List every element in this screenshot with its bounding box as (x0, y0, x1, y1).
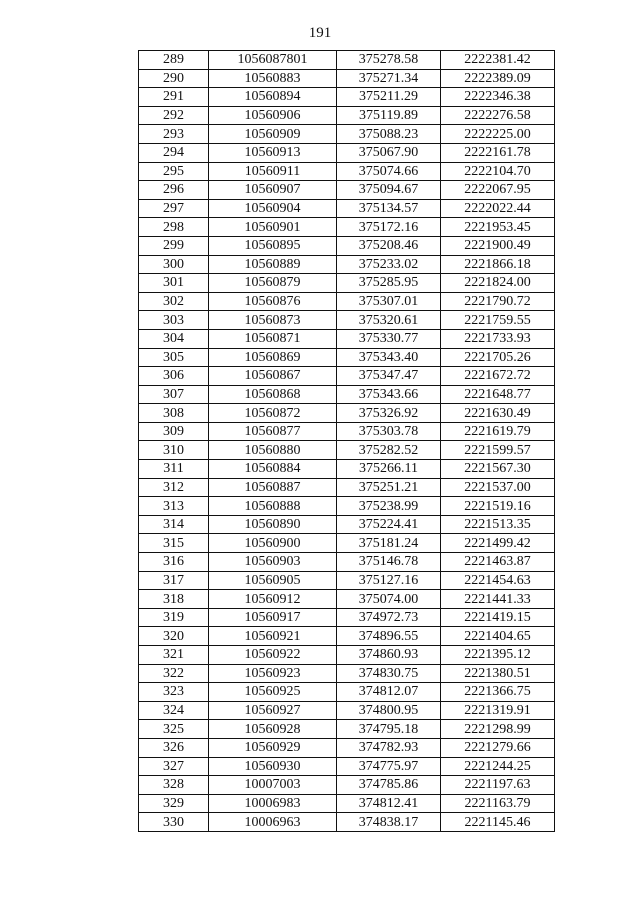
point-number-cell: 319 (139, 608, 209, 627)
point-id-cell: 10560921 (209, 627, 337, 646)
table-row (139, 162, 555, 181)
point-id-cell: 10560912 (209, 590, 337, 609)
point-number-cell: 307 (139, 385, 209, 404)
point-id-cell: 10560904 (209, 199, 337, 218)
x-coordinate-cell: 375211.29 (337, 88, 441, 107)
x-coordinate-cell: 374972.73 (337, 608, 441, 627)
point-number-cell: 304 (139, 329, 209, 348)
point-number-cell: 306 (139, 367, 209, 386)
table-row (139, 497, 555, 516)
point-number-cell: 291 (139, 88, 209, 107)
table-row (139, 794, 555, 813)
table-row (139, 776, 555, 795)
x-coordinate-cell: 375224.41 (337, 515, 441, 534)
table-row (139, 683, 555, 702)
point-id-cell: 10560876 (209, 292, 337, 311)
point-number-cell: 312 (139, 478, 209, 497)
y-coordinate-cell: 2221380.51 (441, 664, 555, 683)
y-coordinate-cell: 2221366.75 (441, 683, 555, 702)
point-number-cell: 303 (139, 311, 209, 330)
y-coordinate-cell: 2222381.42 (441, 51, 555, 70)
x-coordinate-cell: 375127.16 (337, 571, 441, 590)
point-number-cell: 295 (139, 162, 209, 181)
y-coordinate-cell: 2221463.87 (441, 553, 555, 572)
point-number-cell: 323 (139, 683, 209, 702)
y-coordinate-cell: 2221419.15 (441, 608, 555, 627)
table-row (139, 738, 555, 757)
point-number-cell: 292 (139, 106, 209, 125)
point-id-cell: 10560884 (209, 460, 337, 479)
x-coordinate-cell: 374896.55 (337, 627, 441, 646)
point-number-cell: 298 (139, 218, 209, 237)
point-id-cell: 10560913 (209, 143, 337, 162)
table-row (139, 367, 555, 386)
y-coordinate-cell: 2221790.72 (441, 292, 555, 311)
point-id-cell: 10560887 (209, 478, 337, 497)
x-coordinate-cell: 375074.66 (337, 162, 441, 181)
x-coordinate-cell: 375320.61 (337, 311, 441, 330)
x-coordinate-cell: 375278.58 (337, 51, 441, 70)
point-id-cell: 10560871 (209, 329, 337, 348)
point-number-cell: 310 (139, 441, 209, 460)
table-row (139, 274, 555, 293)
x-coordinate-cell: 374812.07 (337, 683, 441, 702)
y-coordinate-cell: 2221197.63 (441, 776, 555, 795)
point-id-cell: 10560906 (209, 106, 337, 125)
point-number-cell: 311 (139, 460, 209, 479)
x-coordinate-cell: 375067.90 (337, 143, 441, 162)
table-row (139, 608, 555, 627)
y-coordinate-cell: 2221441.33 (441, 590, 555, 609)
x-coordinate-cell: 375146.78 (337, 553, 441, 572)
table-row (139, 236, 555, 255)
table-row (139, 515, 555, 534)
point-id-cell: 10560930 (209, 757, 337, 776)
x-coordinate-cell: 375181.24 (337, 534, 441, 553)
x-coordinate-cell: 375271.34 (337, 69, 441, 88)
x-coordinate-cell: 375285.95 (337, 274, 441, 293)
point-number-cell: 302 (139, 292, 209, 311)
point-number-cell: 320 (139, 627, 209, 646)
y-coordinate-cell: 2222161.78 (441, 143, 555, 162)
y-coordinate-cell: 2221619.79 (441, 422, 555, 441)
point-number-cell: 294 (139, 143, 209, 162)
x-coordinate-cell: 375343.40 (337, 348, 441, 367)
y-coordinate-cell: 2221648.77 (441, 385, 555, 404)
table-row (139, 218, 555, 237)
x-coordinate-cell: 374782.93 (337, 738, 441, 757)
table-body (139, 51, 555, 832)
table-row (139, 627, 555, 646)
point-id-cell: 10560905 (209, 571, 337, 590)
point-number-cell: 326 (139, 738, 209, 757)
table-row (139, 385, 555, 404)
point-number-cell: 327 (139, 757, 209, 776)
point-number-cell: 313 (139, 497, 209, 516)
table-row (139, 813, 555, 832)
table-row (139, 143, 555, 162)
y-coordinate-cell: 2221513.35 (441, 515, 555, 534)
table-row (139, 329, 555, 348)
y-coordinate-cell: 2221279.66 (441, 738, 555, 757)
table-row (139, 404, 555, 423)
x-coordinate-cell: 375282.52 (337, 441, 441, 460)
table-row (139, 553, 555, 572)
table-row (139, 181, 555, 200)
x-coordinate-cell: 375347.47 (337, 367, 441, 386)
table-row (139, 88, 555, 107)
y-coordinate-cell: 2221395.12 (441, 646, 555, 665)
x-coordinate-cell: 375326.92 (337, 404, 441, 423)
point-id-cell: 10560907 (209, 181, 337, 200)
x-coordinate-cell: 374795.18 (337, 720, 441, 739)
x-coordinate-cell: 375094.67 (337, 181, 441, 200)
point-number-cell: 322 (139, 664, 209, 683)
x-coordinate-cell: 374860.93 (337, 646, 441, 665)
y-coordinate-cell: 2221705.26 (441, 348, 555, 367)
point-number-cell: 289 (139, 51, 209, 70)
point-id-cell: 10560867 (209, 367, 337, 386)
y-coordinate-cell: 2221824.00 (441, 274, 555, 293)
y-coordinate-cell: 2221630.49 (441, 404, 555, 423)
x-coordinate-cell: 375134.57 (337, 199, 441, 218)
x-coordinate-cell: 375238.99 (337, 497, 441, 516)
point-id-cell: 10560880 (209, 441, 337, 460)
x-coordinate-cell: 375303.78 (337, 422, 441, 441)
table-row (139, 292, 555, 311)
point-id-cell: 10560868 (209, 385, 337, 404)
table-row (139, 106, 555, 125)
table-row (139, 590, 555, 609)
table-row (139, 255, 555, 274)
point-id-cell: 10560877 (209, 422, 337, 441)
point-id-cell: 10560922 (209, 646, 337, 665)
point-id-cell: 10560879 (209, 274, 337, 293)
y-coordinate-cell: 2221499.42 (441, 534, 555, 553)
point-id-cell: 10560873 (209, 311, 337, 330)
x-coordinate-cell: 375119.89 (337, 106, 441, 125)
point-id-cell: 10560888 (209, 497, 337, 516)
y-coordinate-cell: 2222022.44 (441, 199, 555, 218)
point-id-cell: 10560900 (209, 534, 337, 553)
x-coordinate-cell: 375343.66 (337, 385, 441, 404)
point-id-cell: 10560923 (209, 664, 337, 683)
table-row (139, 664, 555, 683)
point-id-cell: 10560929 (209, 738, 337, 757)
x-coordinate-cell: 375330.77 (337, 329, 441, 348)
point-number-cell: 325 (139, 720, 209, 739)
table-row (139, 311, 555, 330)
point-number-cell: 330 (139, 813, 209, 832)
x-coordinate-cell: 375307.01 (337, 292, 441, 311)
point-number-cell: 300 (139, 255, 209, 274)
x-coordinate-cell: 374785.86 (337, 776, 441, 795)
point-number-cell: 316 (139, 553, 209, 572)
y-coordinate-cell: 2221866.18 (441, 255, 555, 274)
point-number-cell: 296 (139, 181, 209, 200)
y-coordinate-cell: 2221244.25 (441, 757, 555, 776)
table-row (139, 720, 555, 739)
page-number: 191 (308, 25, 332, 41)
point-number-cell: 308 (139, 404, 209, 423)
point-id-cell: 10006983 (209, 794, 337, 813)
table-row (139, 51, 555, 70)
x-coordinate-cell: 374838.17 (337, 813, 441, 832)
point-id-cell: 10560901 (209, 218, 337, 237)
point-id-cell: 10560928 (209, 720, 337, 739)
table-row (139, 757, 555, 776)
point-id-cell: 10560909 (209, 125, 337, 144)
y-coordinate-cell: 2221163.79 (441, 794, 555, 813)
point-id-cell: 10006963 (209, 813, 337, 832)
point-id-cell: 10560869 (209, 348, 337, 367)
point-id-cell: 10560911 (209, 162, 337, 181)
x-coordinate-cell: 375172.16 (337, 218, 441, 237)
y-coordinate-cell: 2222276.58 (441, 106, 555, 125)
table-row (139, 125, 555, 144)
coordinates-table (138, 50, 555, 832)
point-number-cell: 290 (139, 69, 209, 88)
point-id-cell: 10560925 (209, 683, 337, 702)
table-row (139, 441, 555, 460)
y-coordinate-cell: 2221319.91 (441, 701, 555, 720)
point-id-cell: 10560894 (209, 88, 337, 107)
table-row (139, 478, 555, 497)
table-row (139, 422, 555, 441)
table-row (139, 534, 555, 553)
point-id-cell: 10007003 (209, 776, 337, 795)
point-number-cell: 293 (139, 125, 209, 144)
y-coordinate-cell: 2222389.09 (441, 69, 555, 88)
point-id-cell: 10560903 (209, 553, 337, 572)
point-number-cell: 315 (139, 534, 209, 553)
point-number-cell: 328 (139, 776, 209, 795)
y-coordinate-cell: 2221537.00 (441, 478, 555, 497)
point-id-cell: 10560883 (209, 69, 337, 88)
point-number-cell: 297 (139, 199, 209, 218)
point-number-cell: 324 (139, 701, 209, 720)
x-coordinate-cell: 374800.95 (337, 701, 441, 720)
y-coordinate-cell: 2221759.55 (441, 311, 555, 330)
point-number-cell: 301 (139, 274, 209, 293)
point-number-cell: 309 (139, 422, 209, 441)
x-coordinate-cell: 375266.11 (337, 460, 441, 479)
x-coordinate-cell: 375088.23 (337, 125, 441, 144)
point-id-cell: 1056087801 (209, 51, 337, 70)
table-row (139, 348, 555, 367)
table-row (139, 571, 555, 590)
x-coordinate-cell: 374812.41 (337, 794, 441, 813)
y-coordinate-cell: 2221900.49 (441, 236, 555, 255)
y-coordinate-cell: 2221953.45 (441, 218, 555, 237)
point-id-cell: 10560927 (209, 701, 337, 720)
point-id-cell: 10560889 (209, 255, 337, 274)
table-row (139, 460, 555, 479)
y-coordinate-cell: 2221733.93 (441, 329, 555, 348)
y-coordinate-cell: 2221672.72 (441, 367, 555, 386)
y-coordinate-cell: 2222067.95 (441, 181, 555, 200)
x-coordinate-cell: 375208.46 (337, 236, 441, 255)
x-coordinate-cell: 375074.00 (337, 590, 441, 609)
point-number-cell: 317 (139, 571, 209, 590)
table-row (139, 701, 555, 720)
y-coordinate-cell: 2221599.57 (441, 441, 555, 460)
point-number-cell: 329 (139, 794, 209, 813)
point-id-cell: 10560895 (209, 236, 337, 255)
y-coordinate-cell: 2222225.00 (441, 125, 555, 144)
x-coordinate-cell: 374830.75 (337, 664, 441, 683)
point-id-cell: 10560890 (209, 515, 337, 534)
table-row (139, 646, 555, 665)
point-id-cell: 10560917 (209, 608, 337, 627)
point-number-cell: 305 (139, 348, 209, 367)
point-number-cell: 299 (139, 236, 209, 255)
y-coordinate-cell: 2222104.70 (441, 162, 555, 181)
point-number-cell: 318 (139, 590, 209, 609)
table-row (139, 199, 555, 218)
x-coordinate-cell: 375251.21 (337, 478, 441, 497)
y-coordinate-cell: 2221454.63 (441, 571, 555, 590)
table-row (139, 69, 555, 88)
y-coordinate-cell: 2221567.30 (441, 460, 555, 479)
point-number-cell: 314 (139, 515, 209, 534)
y-coordinate-cell: 2222346.38 (441, 88, 555, 107)
y-coordinate-cell: 2221519.16 (441, 497, 555, 516)
x-coordinate-cell: 375233.02 (337, 255, 441, 274)
point-id-cell: 10560872 (209, 404, 337, 423)
y-coordinate-cell: 2221404.65 (441, 627, 555, 646)
y-coordinate-cell: 2221145.46 (441, 813, 555, 832)
y-coordinate-cell: 2221298.99 (441, 720, 555, 739)
x-coordinate-cell: 374775.97 (337, 757, 441, 776)
point-number-cell: 321 (139, 646, 209, 665)
